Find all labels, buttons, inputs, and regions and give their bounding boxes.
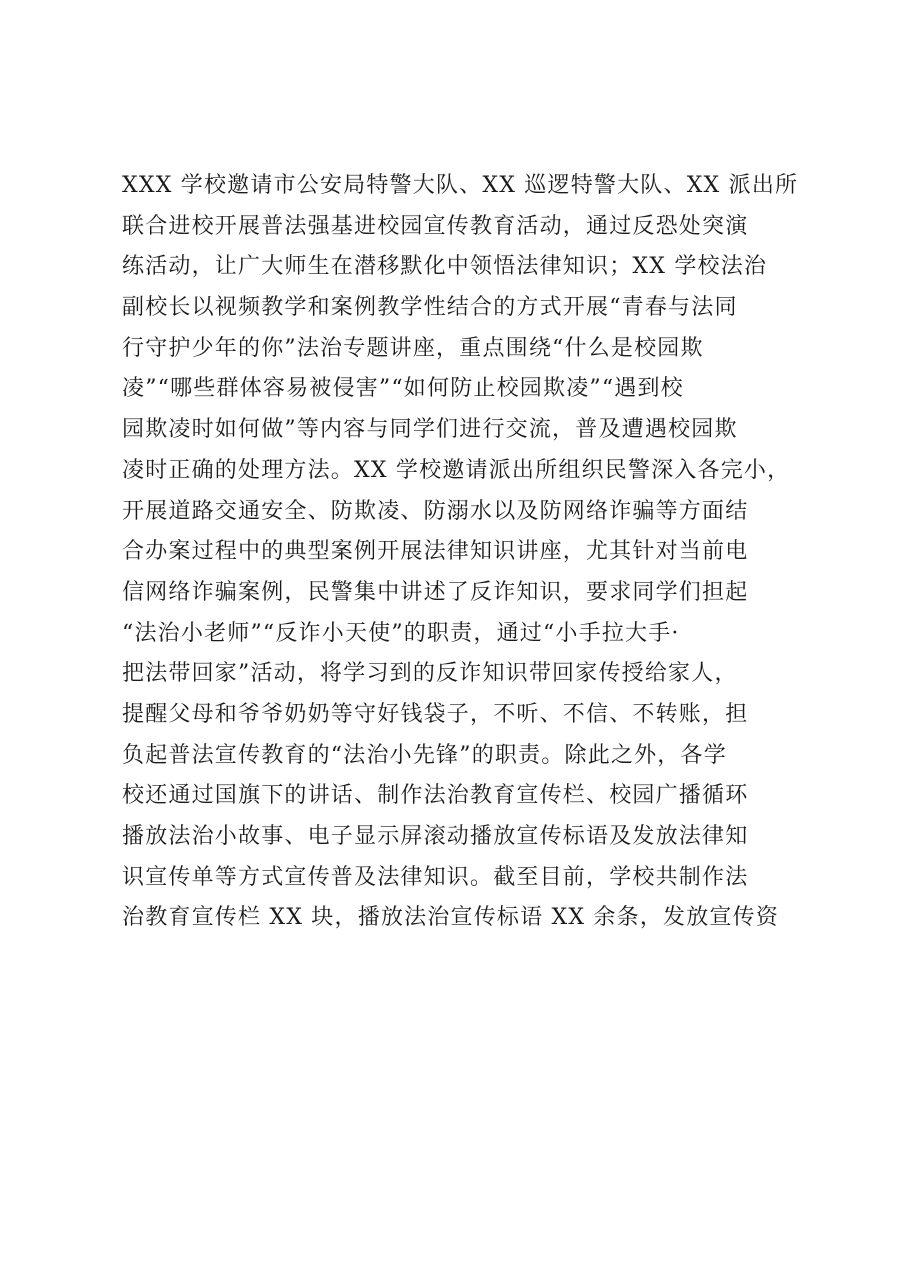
text-line: 负起普法宣传教育的“法治小先锋”的职责。除此之外，各学 xyxy=(122,742,727,768)
text-line: 识宣传单等方式宣传普及法律知识。截至目前，学校共制作法 xyxy=(122,864,749,890)
text-line: 开展道路交通安全、防欺凌、防溺水以及防网络诈骗等方面结 xyxy=(122,498,749,524)
text-line: 凌”“哪些群体容易被侵害”“如何防止校园欺凌”“遇到校 xyxy=(122,376,684,402)
text-line: 治教育宣传栏 XX 块，播放法治宣传标语 XX 余条，发放宣传资 xyxy=(122,905,780,931)
text-line: 合办案过程中的典型案例开展法律知识讲座，尤其针对当前电 xyxy=(122,539,749,565)
body-paragraph xyxy=(122,166,799,939)
text-line: 信网络诈骗案例，民警集中讲述了反诈知识，要求同学们担起 xyxy=(122,579,749,605)
text-line: XXX 学校邀请市公安局特警大队、XX 巡逻特警大队、XX 派出所 xyxy=(122,173,799,198)
text-line: 校还通过国旗下的讲话、制作法治教育宣传栏、校园广播循环 xyxy=(122,783,749,809)
text-line: 播放法治小故事、电子显示屏滚动播放宣传标语及发放法律知 xyxy=(122,824,749,849)
text-line: 提醒父母和爷爷奶奶等守好钱袋子，不听、不信、不转账，担 xyxy=(122,701,749,727)
text-line: 凌时正确的处理方法。XX 学校邀请派出所组织民警深入各完小， xyxy=(122,457,791,483)
text-line: 练活动，让广大师生在潜移默化中领悟法律知识；XX 学校法治 xyxy=(122,254,768,280)
text-line: 把法带回家”活动，将学习到的反诈知识带回家传授给家人， xyxy=(122,661,738,687)
text-line: 联合进校开展普法强基进校园宣传教育活动，通过反恐处突演 xyxy=(122,213,749,239)
text-line: 行守护少年的你”法治专题讲座，重点围绕“什么是校园欺 xyxy=(122,335,704,361)
text-line: 副校长以视频教学和案例教学性结合的方式开展“青春与法同 xyxy=(122,295,738,321)
text-line: 园欺凌时如何做”等内容与同学们进行交流，普及遭遇校园欺 xyxy=(122,417,738,443)
text-line: “法治小老师”“反诈小天使”的职责，通过“小手拉大手· xyxy=(122,620,680,646)
